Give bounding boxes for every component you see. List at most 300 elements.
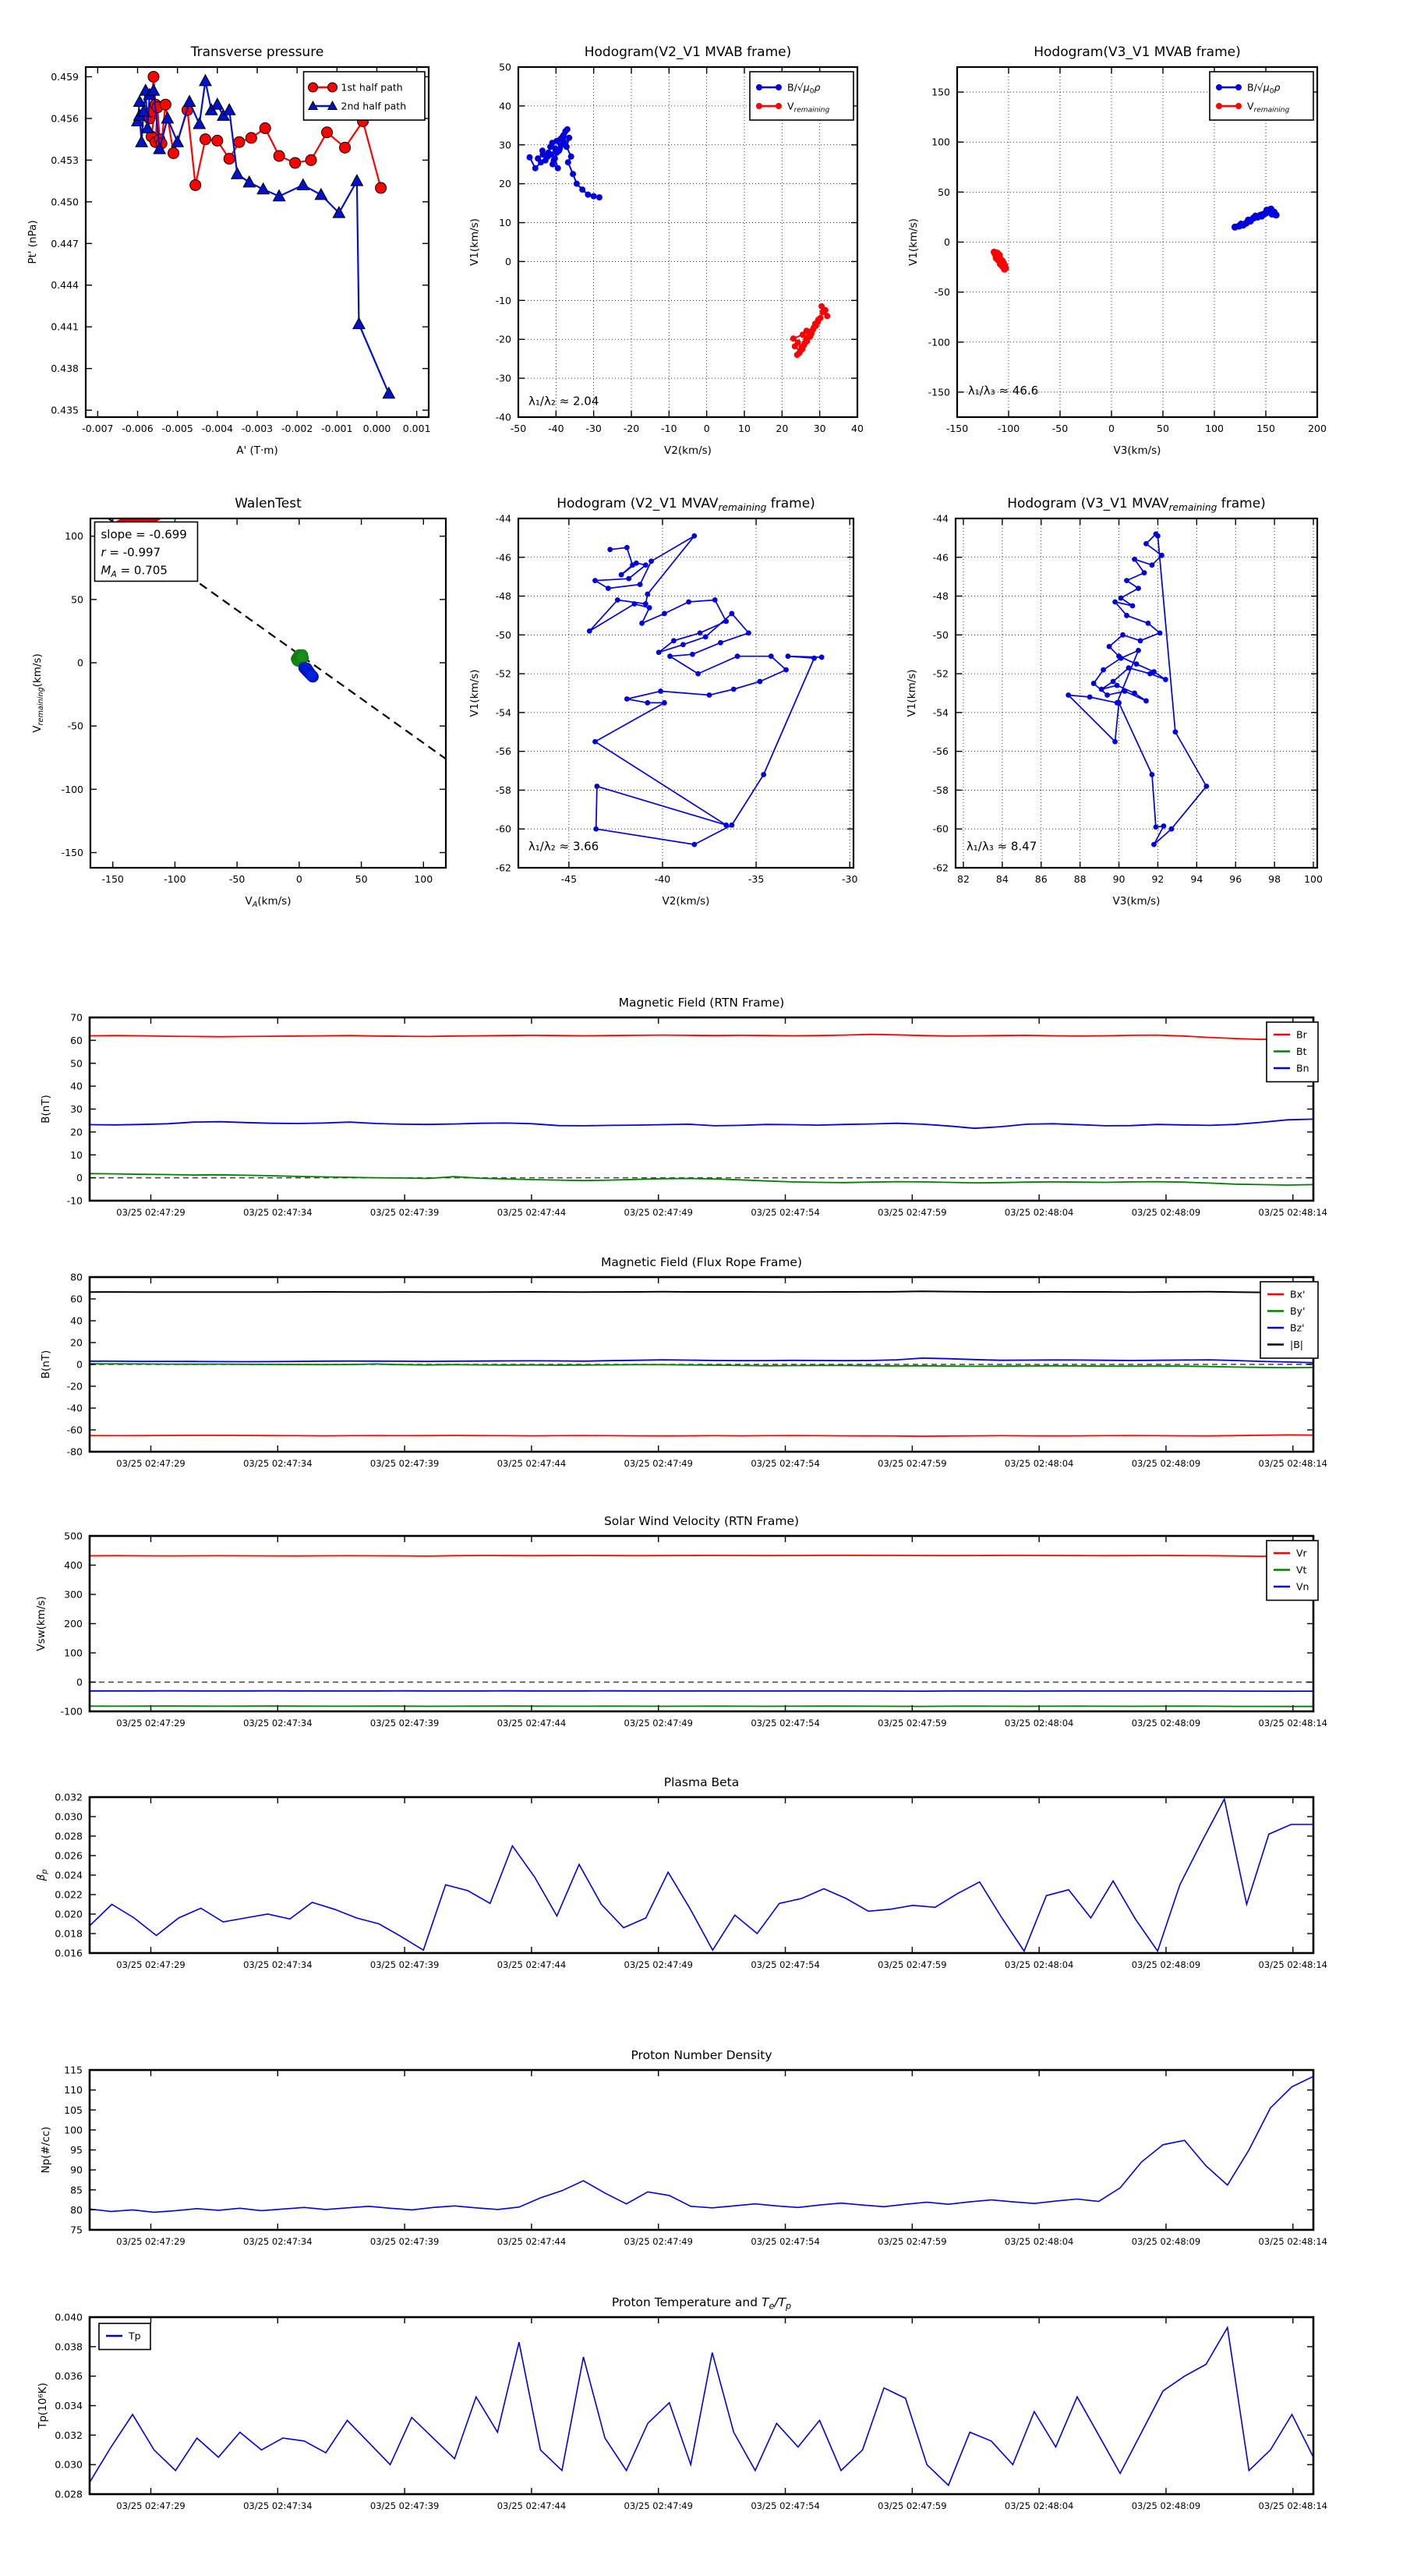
- y-axis-label: $V_{remaining}(km/s)$: [31, 653, 46, 733]
- markers-v-path: [587, 533, 825, 847]
- series-group: [90, 2076, 1313, 2212]
- svg-text:Vt: Vt: [1296, 1564, 1307, 1576]
- svg-text:96: 96: [1229, 873, 1242, 885]
- stats-box: [94, 522, 197, 581]
- svg-text:03/25 02:48:09: 03/25 02:48:09: [1131, 1718, 1201, 1729]
- svg-text:03/25 02:47:29: 03/25 02:47:29: [116, 1458, 186, 1469]
- markers-v-remaining: [790, 303, 831, 358]
- svg-text:0: 0: [76, 1676, 83, 1688]
- svg-text:-56: -56: [495, 745, 511, 758]
- svg-text:0: 0: [703, 423, 710, 434]
- svg-text:03/25 02:47:44: 03/25 02:47:44: [497, 1458, 567, 1469]
- series-Vt: [90, 1706, 1313, 1707]
- svg-text:03/25 02:47:54: 03/25 02:47:54: [751, 1718, 820, 1729]
- svg-text:-50: -50: [510, 423, 527, 434]
- svg-text:-56: -56: [932, 745, 949, 758]
- svg-text:-150: -150: [101, 873, 124, 885]
- svg-text:0.447: 0.447: [51, 237, 79, 249]
- markers-b-over-sqrt-mu0rho: [1232, 206, 1280, 231]
- chart-title: Hodogram (V3_V1 $MVAV_{remaining}$ frame): [1007, 496, 1266, 514]
- panel-hodogram-v3v1-mvab: [907, 44, 1327, 457]
- svg-text:-100: -100: [997, 423, 1020, 434]
- series-B-magnitude: [90, 1291, 1313, 1293]
- series-beta-p: [90, 1799, 1313, 1951]
- svg-text:Bz': Bz': [1290, 1322, 1305, 1334]
- svg-text:03/25 02:47:49: 03/25 02:47:49: [624, 1207, 693, 1218]
- svg-text:86: 86: [1034, 873, 1048, 885]
- svg-text:03/25 02:47:59: 03/25 02:47:59: [878, 1207, 947, 1218]
- svg-text:1st half path: 1st half path: [341, 81, 403, 94]
- svg-text:200: 200: [1308, 423, 1327, 434]
- svg-text:88: 88: [1073, 873, 1087, 885]
- svg-text:Bx': Bx': [1290, 1288, 1306, 1300]
- series-Bz-prime: [90, 1358, 1313, 1363]
- svg-text:03/25 02:47:59: 03/25 02:47:59: [878, 2236, 947, 2247]
- svg-text:0.030: 0.030: [55, 2458, 83, 2471]
- y-axis-label: V1(km/s): [468, 218, 481, 266]
- ticks: [90, 2070, 1313, 2230]
- svg-text:-60: -60: [495, 823, 511, 835]
- series-Bx-prime: [90, 1435, 1313, 1436]
- svg-text:20: 20: [776, 423, 789, 434]
- x-axis-label: A' (T·m): [236, 444, 278, 457]
- ticks: [90, 1017, 1313, 1201]
- svg-text:-60: -60: [932, 823, 949, 835]
- svg-text:03/25 02:47:29: 03/25 02:47:29: [116, 1207, 186, 1218]
- legend: [304, 72, 426, 120]
- svg-text:03/25 02:48:14: 03/25 02:48:14: [1258, 2500, 1328, 2511]
- svg-text:-52: -52: [495, 667, 511, 680]
- svg-text:B/√μ0ρ: $B/√\mu_0\rho$: [787, 81, 821, 96]
- svg-text:0.435: 0.435: [51, 404, 79, 416]
- series-Np: [90, 2076, 1313, 2212]
- svg-text:-40: -40: [548, 423, 564, 434]
- svg-text:50: 50: [1157, 423, 1169, 434]
- svg-text:40: 40: [70, 1315, 83, 1327]
- panel-solar-wind-velocity: [35, 1514, 1327, 1729]
- svg-text:-30: -30: [841, 873, 858, 885]
- svg-text:40: 40: [70, 1080, 83, 1092]
- svg-text:-50: -50: [495, 628, 511, 641]
- svg-text:03/25 02:47:39: 03/25 02:47:39: [369, 1718, 440, 1729]
- tick-labels: [61, 1530, 1327, 1729]
- svg-text:0.030: 0.030: [55, 1810, 83, 1823]
- svg-text:-100: -100: [164, 873, 186, 885]
- svg-text:0: 0: [295, 873, 302, 885]
- svg-text:-46: -46: [495, 551, 511, 564]
- panel-proton-temperature: [37, 2295, 1327, 2511]
- panel-hodogram-v3v1-mvavrem: [906, 496, 1323, 908]
- svg-text:84: 84: [995, 873, 1009, 885]
- svg-text:-100: -100: [928, 336, 950, 349]
- svg-text:0.018: 0.018: [55, 1927, 83, 1940]
- svg-text:92: 92: [1151, 873, 1164, 885]
- svg-text:-45: -45: [560, 873, 578, 885]
- svg-text:03/25 02:47:59: 03/25 02:47:59: [878, 1959, 947, 1970]
- svg-text:0.022: 0.022: [55, 1888, 83, 1901]
- panel-proton-density: [40, 2048, 1327, 2247]
- svg-text:-0.003: -0.003: [241, 423, 274, 434]
- tick-labels: [67, 1012, 1327, 1219]
- svg-text:0.036: 0.036: [55, 2370, 83, 2383]
- svg-text:-10: -10: [661, 423, 677, 434]
- svg-text:0.016: 0.016: [55, 1947, 83, 1959]
- y-axis-label: Vsw(km/s): [35, 1596, 48, 1651]
- svg-text:0.028: 0.028: [55, 2488, 83, 2500]
- panel-hodogram-v2v1-mvab: [468, 44, 864, 457]
- svg-text:03/25 02:48:04: 03/25 02:48:04: [1004, 2500, 1074, 2511]
- svg-text:Tp: Tp: [129, 2330, 141, 2342]
- chart-title: Hodogram(V2_V1 MVAB frame): [584, 44, 792, 60]
- svg-text:50: 50: [355, 873, 368, 885]
- tick-labels: [62, 530, 433, 885]
- legend: [99, 2323, 150, 2350]
- markers-v-remaining: [991, 249, 1009, 273]
- svg-text:03/25 02:47:54: 03/25 02:47:54: [751, 1959, 820, 1970]
- markers-v-path: [1066, 532, 1209, 847]
- svg-text:-100: -100: [61, 783, 83, 795]
- svg-text:03/25 02:47:39: 03/25 02:47:39: [369, 1458, 440, 1469]
- y-axis-label: V1(km/s): [907, 218, 920, 266]
- chart-title: Magnetic Field (Flux Rope Frame): [601, 1255, 802, 1269]
- svg-text:150: 150: [931, 86, 950, 98]
- svg-text:03/25 02:48:14: 03/25 02:48:14: [1258, 1718, 1328, 1729]
- svg-text:03/25 02:48:04: 03/25 02:48:04: [1004, 1458, 1074, 1469]
- ticks: [90, 1536, 1313, 1711]
- series-Bt: [90, 1173, 1313, 1185]
- legend: [1267, 1022, 1318, 1082]
- svg-text:-58: -58: [932, 784, 949, 796]
- svg-text:03/25 02:47:39: 03/25 02:47:39: [369, 1207, 440, 1218]
- x-axis-label: V2(km/s): [662, 895, 710, 908]
- svg-text:0.441: 0.441: [51, 320, 79, 333]
- y-axis-label: V1(km/s): [906, 669, 918, 717]
- svg-text:-52: -52: [932, 667, 949, 680]
- svg-text:0.026: 0.026: [55, 1849, 83, 1862]
- svg-text:03/25 02:47:54: 03/25 02:47:54: [751, 2500, 820, 2511]
- svg-text:0: 0: [76, 1358, 83, 1371]
- svg-text:30: 30: [813, 423, 826, 434]
- svg-text:-60: -60: [66, 1424, 83, 1436]
- svg-text:|B|: |B|: [1290, 1339, 1303, 1350]
- svg-text:60: 60: [70, 1293, 83, 1305]
- svg-text:-48: -48: [932, 590, 949, 603]
- svg-text:0.001: 0.001: [402, 423, 431, 434]
- svg-text:03/25 02:47:44: 03/25 02:47:44: [497, 2500, 567, 2511]
- y-axis-label: B(nT): [40, 1350, 52, 1379]
- svg-text:03/25 02:47:54: 03/25 02:47:54: [751, 1207, 820, 1218]
- svg-text:30: 30: [70, 1103, 83, 1115]
- svg-text:-40: -40: [495, 411, 511, 423]
- series-Bn: [90, 1119, 1313, 1128]
- svg-text:-46: -46: [932, 551, 949, 564]
- svg-text:03/25 02:48:09: 03/25 02:48:09: [1131, 2236, 1201, 2247]
- svg-text:03/25 02:48:09: 03/25 02:48:09: [1131, 1207, 1201, 1218]
- svg-text:-48: -48: [495, 590, 511, 603]
- svg-text:03/25 02:47:44: 03/25 02:47:44: [497, 2236, 567, 2247]
- y-axis-label: Pt' (nPa): [27, 220, 39, 264]
- svg-text:0.456: 0.456: [51, 112, 79, 125]
- tick-labels: [55, 2312, 1327, 2512]
- svg-text:82: 82: [957, 873, 970, 885]
- svg-text:03/25 02:47:34: 03/25 02:47:34: [243, 2500, 313, 2511]
- svg-text:-0.005: -0.005: [161, 423, 193, 434]
- svg-text:0.028: 0.028: [55, 1830, 83, 1842]
- svg-text:0: 0: [944, 236, 950, 248]
- svg-text:115: 115: [64, 2064, 83, 2076]
- svg-text:0.438: 0.438: [51, 363, 79, 375]
- tick-labels: [51, 71, 430, 434]
- svg-text:By': By': [1290, 1305, 1306, 1317]
- legend: [1260, 1282, 1318, 1358]
- lambda-annotation: λ₁/λ₃ ≈ 46.6: [967, 383, 1039, 398]
- svg-text:03/25 02:47:34: 03/25 02:47:34: [243, 1959, 313, 1970]
- svg-text:80: 80: [70, 2203, 83, 2216]
- svg-text:03/25 02:47:49: 03/25 02:47:49: [624, 1458, 693, 1469]
- svg-text:94: 94: [1190, 873, 1203, 885]
- axes-frame: [90, 1017, 1313, 1201]
- series-group: [1066, 532, 1209, 847]
- svg-text:0.459: 0.459: [51, 70, 79, 83]
- svg-text:30: 30: [499, 139, 511, 151]
- axes-frame: [90, 2070, 1313, 2230]
- svg-text:03/25 02:47:39: 03/25 02:47:39: [369, 2500, 440, 2511]
- y-axis-label: V1(km/s): [468, 669, 481, 717]
- chart-title: Proton Temperature and $T_e/T_p$: [611, 2295, 792, 2312]
- series-v-path: [589, 536, 822, 844]
- svg-text:Vremaining: $V_{remaining}$: [787, 100, 830, 115]
- svg-text:0.032: 0.032: [55, 2429, 83, 2441]
- chart-title: WalenTest: [235, 496, 302, 511]
- svg-text:400: 400: [64, 1559, 83, 1571]
- x-axis-label: V2(km/s): [664, 444, 712, 457]
- series-group: [90, 2327, 1313, 2486]
- svg-text:105: 105: [64, 2104, 83, 2116]
- svg-text:-0.007: -0.007: [82, 423, 114, 434]
- tick-labels: [55, 1792, 1327, 1971]
- legend: [1267, 1541, 1318, 1601]
- svg-text:40: 40: [499, 100, 511, 112]
- svg-text:03/25 02:48:14: 03/25 02:48:14: [1258, 2236, 1328, 2247]
- svg-text:100: 100: [931, 136, 950, 148]
- svg-text:-58: -58: [495, 784, 511, 796]
- chart-title: Hodogram(V3_V1 MVAB frame): [1034, 44, 1241, 60]
- svg-text:03/25 02:48:14: 03/25 02:48:14: [1258, 1458, 1328, 1469]
- svg-text:500: 500: [64, 1530, 83, 1542]
- svg-text:-80: -80: [66, 1445, 83, 1458]
- svg-text:10: 10: [738, 423, 751, 434]
- svg-text:03/25 02:47:44: 03/25 02:47:44: [497, 1207, 567, 1218]
- svg-text:0.038: 0.038: [55, 2341, 83, 2353]
- svg-text:90: 90: [70, 2164, 83, 2176]
- svg-text:03/25 02:47:54: 03/25 02:47:54: [751, 1458, 820, 1469]
- svg-text:03/25 02:47:59: 03/25 02:47:59: [878, 1458, 947, 1469]
- svg-text:0.020: 0.020: [55, 1908, 83, 1920]
- svg-text:Bn: Bn: [1296, 1062, 1309, 1074]
- legend: [750, 72, 853, 120]
- svg-text:Bt: Bt: [1296, 1046, 1307, 1057]
- tick-labels: [928, 87, 1327, 434]
- svg-text:-54: -54: [495, 706, 511, 719]
- y-axis-label: $\beta_p$: [35, 1869, 50, 1881]
- svg-text:03/25 02:47:59: 03/25 02:47:59: [878, 2500, 947, 2511]
- svg-text:-0.004: -0.004: [201, 423, 233, 434]
- svg-text:03/25 02:47:39: 03/25 02:47:39: [369, 2236, 440, 2247]
- svg-text:-50: -50: [67, 720, 83, 732]
- svg-text:0: 0: [77, 656, 83, 669]
- svg-text:-20: -20: [66, 1380, 83, 1392]
- svg-text:20: 20: [70, 1336, 83, 1349]
- svg-text:03/25 02:47:34: 03/25 02:47:34: [243, 1458, 313, 1469]
- chart-title: Hodogram (V2_V1 $MVAV_{remaining}$ frame): [557, 496, 815, 514]
- series-group: [90, 1555, 1313, 1707]
- svg-text:0.450: 0.450: [51, 196, 79, 208]
- svg-text:03/25 02:48:09: 03/25 02:48:09: [1131, 2500, 1201, 2511]
- legend: [1210, 72, 1313, 120]
- svg-text:03/25 02:47:29: 03/25 02:47:29: [116, 1718, 186, 1729]
- x-axis-label: V3(km/s): [1113, 444, 1161, 457]
- svg-text:-50: -50: [934, 286, 950, 299]
- svg-text:03/25 02:48:04: 03/25 02:48:04: [1004, 1718, 1074, 1729]
- svg-text:50: 50: [70, 1057, 83, 1070]
- svg-text:03/25 02:48:04: 03/25 02:48:04: [1004, 1207, 1074, 1218]
- svg-text:75: 75: [70, 2224, 83, 2236]
- svg-text:03/25 02:47:49: 03/25 02:47:49: [624, 2236, 693, 2247]
- svg-text:03/25 02:47:49: 03/25 02:47:49: [624, 1959, 693, 1970]
- svg-text:50: 50: [938, 186, 950, 198]
- svg-text:-150: -150: [928, 386, 950, 398]
- svg-text:03/25 02:48:14: 03/25 02:48:14: [1258, 1959, 1328, 1970]
- svg-text:110: 110: [64, 2084, 83, 2097]
- svg-text:-0.001: -0.001: [321, 423, 353, 434]
- svg-text:-20: -20: [495, 333, 511, 345]
- svg-text:0.000: 0.000: [362, 423, 391, 434]
- svg-text:150: 150: [1256, 423, 1275, 434]
- panel-walen-test: [31, 496, 446, 909]
- svg-text:03/25 02:47:49: 03/25 02:47:49: [624, 1718, 693, 1729]
- svg-text:-150: -150: [945, 423, 969, 434]
- svg-text:60: 60: [70, 1034, 83, 1046]
- lambda-annotation: λ₁/λ₃ ≈ 8.47: [966, 839, 1037, 854]
- panel-magnetic-field-flux-rope: [40, 1255, 1327, 1469]
- series-Br: [90, 1035, 1313, 1040]
- svg-text:85: 85: [70, 2184, 83, 2196]
- series-group: [527, 126, 831, 358]
- svg-text:98: 98: [1268, 873, 1281, 885]
- svg-text:Vremaining: $V_{remaining}$: [1247, 100, 1290, 115]
- axes-frame: [90, 1536, 1313, 1711]
- svg-text:20: 20: [499, 178, 511, 190]
- svg-text:-50: -50: [932, 628, 949, 641]
- svg-text:-50: -50: [228, 873, 246, 885]
- svg-text:03/25 02:47:34: 03/25 02:47:34: [243, 1207, 313, 1218]
- svg-text:2nd half path: 2nd half path: [341, 100, 407, 112]
- svg-text:r = -0.997: r = -0.997: [101, 545, 161, 560]
- svg-text:-62: -62: [932, 862, 949, 874]
- svg-text:300: 300: [64, 1588, 83, 1601]
- svg-text:03/25 02:47:29: 03/25 02:47:29: [116, 1959, 186, 1970]
- svg-text:-0.006: -0.006: [122, 423, 154, 434]
- series-v-path: [1069, 534, 1207, 844]
- svg-text:03/25 02:48:09: 03/25 02:48:09: [1131, 1959, 1201, 1970]
- svg-text:0: 0: [76, 1172, 83, 1184]
- svg-text:0.024: 0.024: [55, 1869, 83, 1881]
- svg-text:-50: -50: [1051, 423, 1069, 434]
- svg-text:50: 50: [71, 593, 83, 606]
- svg-text:03/25 02:48:14: 03/25 02:48:14: [1258, 1207, 1328, 1218]
- svg-text:10: 10: [499, 217, 511, 229]
- svg-text:-44: -44: [932, 512, 949, 525]
- svg-text:95: 95: [70, 2144, 83, 2156]
- svg-text:0: 0: [505, 255, 511, 267]
- svg-text:-150: -150: [61, 847, 83, 859]
- svg-text:-10: -10: [495, 294, 511, 306]
- panel-magnetic-field-rtn: [40, 996, 1327, 1218]
- svg-text:20: 20: [70, 1126, 83, 1138]
- panel-transverse-pressure: [27, 44, 431, 457]
- svg-text:Vr: Vr: [1296, 1547, 1307, 1559]
- y-axis-label: Tp(10⁶K): [37, 2383, 49, 2429]
- svg-text:100: 100: [65, 530, 83, 543]
- series-Tp: [90, 2327, 1313, 2486]
- svg-text:0.034: 0.034: [55, 2400, 83, 2411]
- x-axis-label: $V_A(km/s)$: [245, 895, 292, 910]
- svg-text:-10: -10: [66, 1194, 83, 1207]
- panel-plasma-beta: [35, 1775, 1327, 1970]
- svg-text:03/25 02:47:39: 03/25 02:47:39: [369, 1959, 440, 1970]
- svg-text:03/25 02:47:29: 03/25 02:47:29: [116, 2500, 186, 2511]
- y-axis-label: B(nT): [40, 1095, 52, 1123]
- svg-text:03/25 02:47:49: 03/25 02:47:49: [624, 2500, 693, 2511]
- svg-text:-0.002: -0.002: [281, 423, 313, 434]
- svg-text:100: 100: [64, 2124, 83, 2136]
- svg-text:slope = -0.699: slope = -0.699: [101, 527, 187, 542]
- series-group: [90, 1035, 1313, 1185]
- chart-title: Solar Wind Velocity (RTN Frame): [603, 1514, 800, 1528]
- series-group: [991, 206, 1280, 273]
- svg-text:03/25 02:47:44: 03/25 02:47:44: [497, 1718, 567, 1729]
- svg-text:03/25 02:47:54: 03/25 02:47:54: [751, 2236, 820, 2247]
- markers-b-over-sqrt-mu0rho: [527, 126, 603, 200]
- x-axis-label: V3(km/s): [1112, 895, 1161, 908]
- svg-text:-40: -40: [654, 873, 671, 885]
- svg-text:90: 90: [1112, 873, 1126, 885]
- svg-text:-44: -44: [495, 512, 511, 525]
- svg-text:-54: -54: [932, 706, 949, 719]
- svg-text:03/25 02:47:59: 03/25 02:47:59: [878, 1718, 947, 1729]
- lambda-annotation: λ₁/λ₂ ≈ 3.66: [528, 839, 599, 854]
- svg-text:03/25 02:47:44: 03/25 02:47:44: [497, 1959, 567, 1970]
- svg-text:10: 10: [70, 1148, 83, 1161]
- svg-text:03/25 02:48:04: 03/25 02:48:04: [1004, 2236, 1074, 2247]
- svg-text:-30: -30: [495, 372, 511, 384]
- y-axis-label: Np(#/cc): [40, 2126, 52, 2174]
- svg-text:0.032: 0.032: [55, 1791, 83, 1803]
- svg-text:100: 100: [1205, 423, 1224, 434]
- svg-text:-20: -20: [623, 423, 640, 434]
- series-Vr: [90, 1555, 1313, 1556]
- svg-text:03/25 02:47:34: 03/25 02:47:34: [243, 2236, 313, 2247]
- svg-text:0: 0: [1108, 423, 1115, 434]
- series-Vn: [90, 1691, 1313, 1692]
- svg-text:100: 100: [64, 1647, 83, 1659]
- svg-text:100: 100: [414, 873, 433, 885]
- panel-hodogram-v2v1-mvavrem: [468, 496, 857, 908]
- svg-text:Vn: Vn: [1296, 1580, 1309, 1593]
- svg-text:03/25 02:47:34: 03/25 02:47:34: [243, 1718, 313, 1729]
- lambda-annotation: λ₁/λ₂ ≈ 2.04: [528, 394, 599, 409]
- chart-title: Plasma Beta: [663, 1775, 740, 1789]
